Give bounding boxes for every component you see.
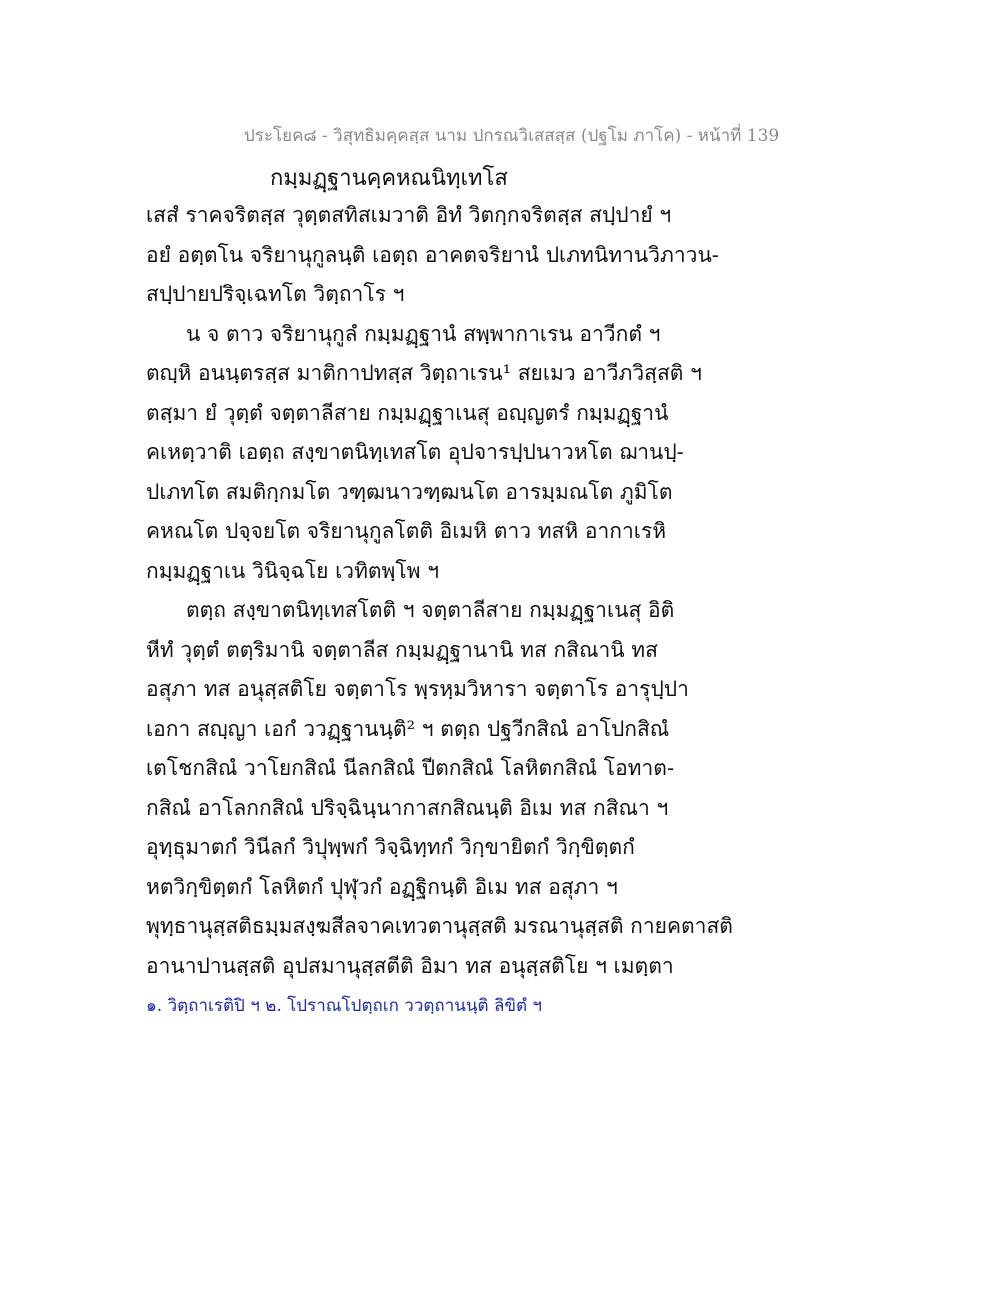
text-line: อสุภา ทส อนุสฺสติโย จตฺตาโร พฺรหฺมวิหารา จตฺตาโร อารุปฺปา	[146, 677, 689, 701]
text-line: อุทฺธุมาตกํ วินีลกํ วิปุพฺพกํ วิจฺฉิทฺทกํ วิกฺขายิตกํ วิกฺขิตฺตกํ	[146, 835, 635, 859]
text-line: น จ ตาว จริยานุกูลํ กมฺมฏฺฐานํ สพฺพากาเรน อาวีกตํ ฯ	[186, 321, 661, 346]
text-line: สปฺปายปริจฺเฉทโต วิตฺถาโร ฯ	[146, 282, 405, 306]
text-line: หีทํ วุตฺตํ ตตฺริมานิ จตฺตาลีส กมฺมฏฺฐานานิ ทส กสิณานิ ทส	[146, 637, 658, 662]
section-title: กมฺมฏฺฐานคฺคหณนิทฺเทโส	[270, 166, 508, 191]
text-line: ตสฺมา ยํ วุตฺตํ จตฺตาลีสาย กมฺมฏฺฐาเนสุ อญฺญตรํ กมฺมฏฺฐานํ	[146, 400, 669, 425]
text-line: เอกา สญฺญา เอกํ ววฏฺฐานนฺติ² ฯ ตตฺถ ปฐวีกสิณํ อาโปกสิณํ	[146, 716, 670, 741]
running-header: ประโยค๘ - วิสุทธิมคฺคสฺส นาม ปกรณวิเสสสฺส (ปฐโม ภาโค) - หน้าที่ 139	[244, 126, 780, 146]
text-line: ปเภทโต สมติกฺกมโต วฑฺฒนาวฑฺฒนโต อารมฺมณโต ภูมิโต	[146, 479, 673, 504]
text-line: กสิณํ อาโลกกสิณํ ปริจฺฉินฺนากาสกสิณนฺติ อิเม ทส กสิณา ฯ	[146, 795, 669, 820]
footnotes: ๑. วิตฺถาเรติปิ ฯ ๒. โปราณโปตฺถเก ววตฺถานนฺติ ลิขิตํ ฯ	[146, 996, 542, 1016]
text-line: กมฺมฏฺฐาเน วินิจฺฉโย เวทิตพฺโพ ฯ	[146, 558, 439, 583]
body-text	[146, 196, 733, 986]
text-line: เสสํ ราคจริตสฺส วุตฺตสทิสเมวาติ อิทํ วิตกฺกจริตสฺส สปฺปายํ ฯ	[146, 203, 672, 227]
text-line: คเหตฺวาติ เอตฺถ สงฺขาตนิทฺเทสโต อุปจารปฺปนาวหโต ฌานปฺ-	[146, 440, 684, 464]
text-line: ตญฺหิ อนนฺตรสฺส มาติกาปทสฺส วิตฺถาเรน¹ สยเมว อาวีภวิสฺสติ ฯ	[146, 361, 702, 385]
text-line: คหณโต ปจฺจยโต จริยานุกูลโตติ อิเมหิ ตาว ทสหิ อากาเรหิ	[146, 519, 667, 543]
text-line: หตวิกฺขิตฺตกํ โลหิตกํ ปุฬุวกํ อฏฺฐิกนฺติ อิเม ทส อสุภา ฯ	[146, 874, 618, 899]
text-line: ตตฺถ สงฺขาตนิทฺเทสโตติ ฯ จตฺตาลีสาย กมฺมฏฺฐาเนสุ อิติ	[186, 598, 675, 622]
text-line: เตโชกสิณํ วาโยกสิณํ นีลกสิณํ ปีตกสิณํ โลหิตกสิณํ โอทาต-	[146, 756, 675, 780]
text-line: อยํ อตฺตโน จริยานุกูลนฺติ เอตฺถ อาคตจริยานํ ปเภทนิทานวิภาวน-	[146, 242, 719, 267]
text-line: อานาปานสฺสติ อุปสมานุสฺสตีติ อิมา ทส อนุสฺสติโย ฯ เมตฺตา	[146, 953, 674, 978]
text-line: พุทฺธานุสฺสติธมฺมสงฺฆสีลจาคเทวตานุสฺสติ มรณานุสฺสติ กายคตาสติ	[146, 914, 733, 938]
